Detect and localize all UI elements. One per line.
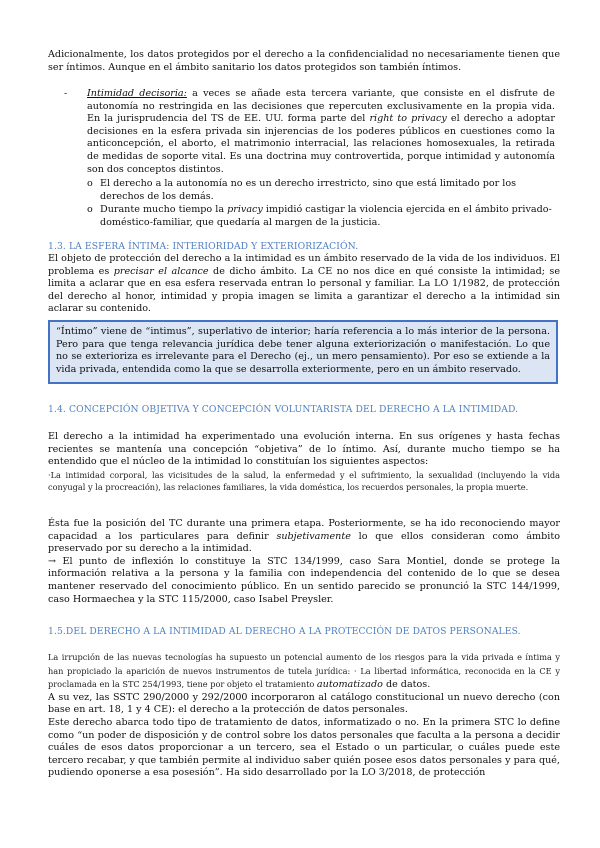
sec15-p1	[48, 651, 560, 692]
bullet-italic-a: right to privacy	[369, 113, 447, 125]
sec14-p1-small: ·La intimidad corporal, las vicisitudes de la salud, la enfermedad y el sufrimiento, la sexualidad (incluyendo la vida conyugal y la procreación), las relaciones familiares, la vida doméstica, los recuerdos personales, la propia muerte.	[48, 469, 560, 492]
sec15-p3: Este derecho abarca todo tipo de tratamiento de datos, informatizado o no. En la primera STC lo define como “un poder de disposición y de control sobre los datos personales que faculta a la persona a decidir cuáles de esos datos proporcionar a un tercero, sea el Estado o un particular, o cuáles puede este tercero recabar, y que también permite al individuo saber quién posee esos datos personales y para qué, pudiendo oponerse a esa posesión”. Ha sido desarrollado por la LO 3/2018, de protección	[48, 716, 560, 779]
subitem-marker: o	[87, 204, 93, 215]
subitem-text-post: impidió castigar la violencia ejercida en el ámbito privado-doméstico-familiar, que quedaría al margen de la justicia.	[100, 204, 552, 228]
sec14-p2-post: lo que ellos consideran como ámbito preservado por su derecho a la intimidad.	[48, 530, 560, 555]
subitem-2	[87, 204, 555, 229]
sec14-block-2	[48, 518, 560, 606]
sec13-p1-italic: precisar el alcance	[113, 265, 209, 277]
heading-1-3: 1.3. LA ESFERA ÍNTIMA: INTERIORIDAD Y EXTERIORIZACIÓN.	[48, 241, 359, 252]
sec14-p1: El derecho a la intimidad ha experimentado una evolución interna. En sus orígenes y hasta fechas recientes se mantenía una concepción “objetiva” de lo íntimo. Así, durante mucho tiempo se ha entendido que el núcleo de la intimidad lo constituían los siguientes aspectos:	[48, 431, 560, 468]
sec14-p2-italic: subjetivamente	[276, 530, 351, 542]
intro-text: Adicionalmente, los datos protegidos por el derecho a la confidencialidad no necesariamente tienen que ser íntimos. Aunque en el ámbito sanitario los datos protegidos son también íntimos.	[48, 49, 560, 73]
sec15-p1-italic: automatizado	[316, 679, 383, 691]
sec14-p2-pre: Ésta fue la posición del TC durante una primera etapa. Posteriormente, se ha ido reconociendo mayor capacidad a los particulares para definir	[48, 518, 560, 542]
sec13-p1-post: de dicho ámbito. La CE no nos dice en qué consiste la intimidad; se limita a aclarar que en esa esfera reservada entran lo personal y familiar. La LO 1/1982, de protección del derecho al honor, intimidad y propia imagen se limita a garantizar el derecho a la intimidad sin aclarar su contenido.	[48, 265, 560, 315]
subitem-text: El derecho a la autonomía no es un derecho irrestricto, sino que está limitado por los derechos de los demás.	[100, 178, 517, 202]
intro-paragraph	[48, 49, 560, 74]
sec14-p3: → El punto de inflexión lo constituye la STC 134/1999, caso Sara Montiel, donde se protege la información relativa a la persona y la familia con independencia del contenido de lo que se desea mantener reservado del conocimiento público. En un sentido parecido se pronunció la STC 144/1999, caso Hormaechea y la STC 115/2000, caso Isabel Preysler.	[48, 555, 560, 605]
heading-1-4: 1.4. CONCEPCIÓN OBJETIVA Y CONCEPCIÓN VOLUNTARISTA DEL DERECHO A LA INTIMIDAD.	[48, 404, 519, 415]
sec14-block	[48, 431, 560, 493]
sec15-p1-small: La irrupción de las nuevas tecnologías ha supuesto un potencial aumento de los riesgos para la vida privada e íntima y han propiciado la aparición de nuevos instrumentos de tutela jurídica: · La libertad informática, reconocida en la CE y proclamada en la STC 254/1993, tiene por objeto el tratamiento	[48, 652, 560, 690]
highlight-box-intimus: “Íntimo” viene de “intimus”, superlativo de interior; haría referencia a lo más interior de la persona. Pero para que tenga relevancia jurídica debe tener alguna exteriorización o manifestación. Lo que no se exterioriza es irrelevante para el Derecho (ej., un mero pensamiento). Por eso se extiende a la vida privada, entendida como la que se desarrolla exteriormente, pero en un ámbito reservado.	[48, 320, 558, 384]
subitem-italic: privacy	[227, 204, 263, 215]
bullet-intimidad-decisoria	[87, 88, 555, 176]
sec15-p1-post: de datos.	[382, 679, 431, 691]
subitem-1	[87, 178, 555, 203]
bullet-text-b: el derecho a adoptar decisiones en la esfera privada sin injerencias de los poderes públicos en cuestiones como la anticoncepción, el aborto, el matrimonio interracial, las relaciones homosexuales, la retirada de medidas de soporte vital. Es una doctrina muy controvertida, porque intimidad y autonomía son dos conceptos distintos.	[87, 113, 555, 175]
bullet-term: Intimidad decisoria:	[87, 88, 187, 99]
subitem-text-pre: Durante mucho tiempo la	[100, 204, 228, 215]
sec15-block	[48, 651, 560, 780]
sec14-p2	[48, 518, 560, 556]
subitem-marker: o	[87, 178, 93, 189]
bullet-text-a: a veces se añade esta tercera variante, que consiste en el disfrute de autonomía no restringida en las decisiones que repercuten exclusivamente en la propia vida. En la jurisprudencia del TS de EE. UU. forma parte del	[87, 88, 555, 125]
heading-1-5: 1.5.DEL DERECHO A LA INTIMIDAD AL DERECHO A LA PROTECCIÓN DE DATOS PERSONALES.	[48, 626, 521, 637]
sec13-p1-pre: El objeto de protección del derecho a la intimidad es un ámbito reservado de la vida de los individuos. El problema es	[48, 253, 560, 277]
sec13-paragraph	[48, 253, 560, 316]
bullet-dash: -	[64, 88, 68, 99]
sec13-text	[48, 253, 560, 316]
sec15-p2: A su vez, las SSTC 290/2000 y 292/2000 incorporaron al catálogo constitucional un nuevo derecho (con base en art. 18, 1 y 4 CE): el derecho a la protección de datos personales.	[48, 691, 560, 716]
